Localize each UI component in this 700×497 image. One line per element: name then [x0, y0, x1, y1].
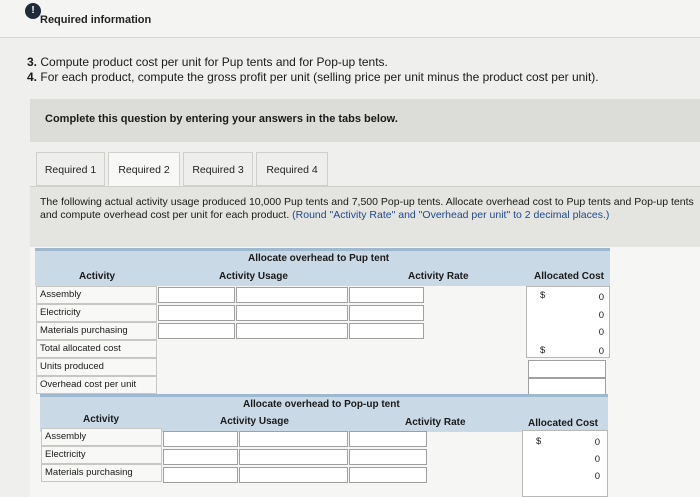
tab-required-2[interactable]: Required 2	[108, 152, 180, 186]
question-4-number: 4.	[27, 70, 38, 84]
pup-row-assembly-label: Assembly	[36, 286, 157, 304]
pup-assembly-dollar: $	[540, 290, 546, 301]
pup-electricity-alloc-value: 0	[598, 310, 604, 321]
pup-table-title: Allocate overhead to Pup tent	[248, 253, 390, 264]
alert-icon: !	[25, 3, 41, 19]
popup-electricity-activity-input[interactable]	[163, 449, 238, 465]
pup-col-usage: Activity Usage	[219, 271, 288, 282]
popup-row-assembly-label: Assembly	[41, 428, 162, 446]
popup-assembly-rate-input[interactable]	[349, 431, 427, 447]
pup-col-alloc: Allocated Cost	[534, 271, 605, 282]
tab-required-1[interactable]: Required 1	[36, 152, 105, 186]
popup-assembly-alloc-value: 0	[594, 437, 600, 448]
popup-col-usage: Activity Usage	[220, 416, 289, 427]
instructions-box	[30, 187, 700, 247]
pup-electricity-usage-input[interactable]	[236, 305, 348, 321]
popup-col-rate: Activity Rate	[405, 417, 466, 428]
complete-instruction-box	[30, 99, 700, 142]
popup-row-electricity-label: Electricity	[41, 446, 162, 464]
pup-col-rate: Activity Rate	[408, 271, 469, 282]
tab-required-3[interactable]: Required 3	[183, 152, 253, 186]
header-divider	[0, 37, 700, 38]
pup-assembly-activity-input[interactable]	[158, 287, 235, 303]
question-3	[27, 55, 388, 69]
popup-assembly-dollar: $	[536, 436, 542, 447]
pup-units-produced-input[interactable]	[528, 360, 606, 378]
pup-col-activity: Activity	[79, 271, 116, 282]
instructions-text	[40, 196, 700, 221]
pup-electricity-activity-input[interactable]	[158, 305, 235, 321]
required-info-header	[0, 0, 700, 38]
popup-electricity-rate-input[interactable]	[349, 449, 427, 465]
tab-required-4[interactable]: Required 4	[256, 152, 328, 186]
instructions-main: The following actual activity usage produced 10,000 Pup tents and 7,500 Pop-up tents. Allocate overhead cost to Pup tents and Pop-up tents and compute overhead cost per unit for each product.	[40, 196, 694, 221]
pup-row-overhead-label: Overhead cost per unit	[36, 376, 157, 394]
pup-row-total-label: Total allocated cost	[36, 340, 157, 358]
popup-table-title: Allocate overhead to Pop-up tent	[243, 399, 400, 410]
popup-electricity-usage-input[interactable]	[239, 449, 348, 465]
popup-col-alloc: Allocated Cost	[528, 418, 599, 429]
question-4-text: For each product, compute the gross profit per unit (selling price per unit minus the product cost per unit).	[40, 70, 599, 84]
instructions-rounding: (Round "Activity Rate" and "Overhead per unit" to 2 decimal places.)	[292, 208, 610, 221]
pup-total-dollar: $	[540, 345, 546, 356]
popup-materials-activity-input[interactable]	[163, 467, 238, 483]
required-info-title: Required information	[40, 14, 152, 26]
popup-col-activity: Activity	[83, 414, 120, 425]
popup-assembly-usage-input[interactable]	[239, 431, 348, 447]
pup-materials-alloc-value: 0	[598, 327, 604, 338]
pup-electricity-rate-input[interactable]	[349, 305, 424, 321]
popup-row-materials-label: Materials purchasing	[41, 464, 162, 482]
question-3-number: 3.	[27, 55, 38, 69]
pup-assembly-usage-input[interactable]	[236, 287, 348, 303]
pup-row-electricity-label: Electricity	[36, 304, 157, 322]
popup-electricity-alloc-value: 0	[594, 454, 600, 465]
popup-assembly-activity-input[interactable]	[163, 431, 238, 447]
pup-row-units-label: Units produced	[36, 358, 157, 376]
pup-row-materials-label: Materials purchasing	[36, 322, 157, 340]
question-3-text: Compute product cost per unit for Pup tents and for Pop-up tents.	[40, 55, 388, 69]
popup-materials-alloc-value: 0	[594, 471, 600, 482]
question-4	[27, 70, 599, 84]
popup-materials-rate-input[interactable]	[349, 467, 427, 483]
pup-materials-activity-input[interactable]	[158, 323, 235, 339]
pup-assembly-rate-input[interactable]	[349, 287, 424, 303]
pup-materials-usage-input[interactable]	[236, 323, 348, 339]
pup-assembly-alloc-value: 0	[598, 292, 604, 303]
pup-total-alloc-value: 0	[598, 346, 604, 357]
pup-materials-rate-input[interactable]	[349, 323, 424, 339]
popup-materials-usage-input[interactable]	[239, 467, 348, 483]
complete-instruction-text: Complete this question by entering your answers in the tabs below.	[45, 113, 398, 125]
